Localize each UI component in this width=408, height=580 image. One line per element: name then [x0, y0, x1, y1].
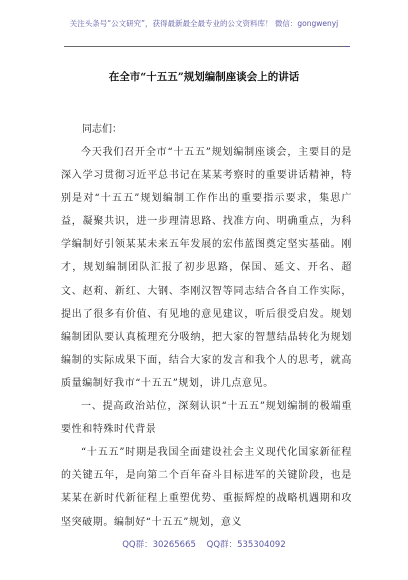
header-notice: 关注头条号“公文研究”，获得最新最全最专业的公文资料库！ 微信：gongwenyj: [69, 19, 339, 28]
section-heading: 一、提高政治站位，深刻认识“十五五”规划编制的极端重要性和特殊时代背景: [61, 401, 352, 436]
document-body: [61, 141, 352, 534]
header-divider: [64, 46, 345, 47]
footer-contact: QQ群：30265665 QQ群：535304092: [122, 540, 286, 550]
document-title: 在全市“十五五”规划编制座谈会上的讲话: [108, 71, 300, 83]
salutation: 同志们：: [82, 124, 122, 135]
body-paragraph-intro: 今天我们召开全市“十五五”规划编制座谈会，主要目的是深入学习贯彻习近平总书记在某某考察时的重要讲话精神，特别是对“十五五”规划编制工作作出的重要指示要求，集思广益，凝聚共识，进一步理清思路、找准方向、明确重点，为科学编制好引领某某未来五年发展的宏伟蓝图奠定坚实基础。刚才，规划编制团队汇报了初步思路，保国、延文、开名、超文、赵莉、新红、大钢、李刚汉智等同志结合各自工作实际，提出了很多有价值、有见地的意见建议，听后很受启发。规划编制团队要认真梳理充分吸纳，把大家的智慧结晶转化为规划编制的实际成果下面，结合大家的发言和我个人的思考，就高质量编制好我市“十五五”规划，讲几点意见。: [61, 147, 352, 389]
header-divider-accent: [345, 46, 350, 47]
body-paragraph-context: “十五五”时期是我国全面建设社会主义现代化国家新征程的关键五年，是向第二个百年奋斗目标进军的关键阶段，也是某某在新时代新征程上重塑优势、重振辉煌的战略机遇期和攻坚突破期。编制好“十五五”规划，意义: [61, 447, 352, 528]
